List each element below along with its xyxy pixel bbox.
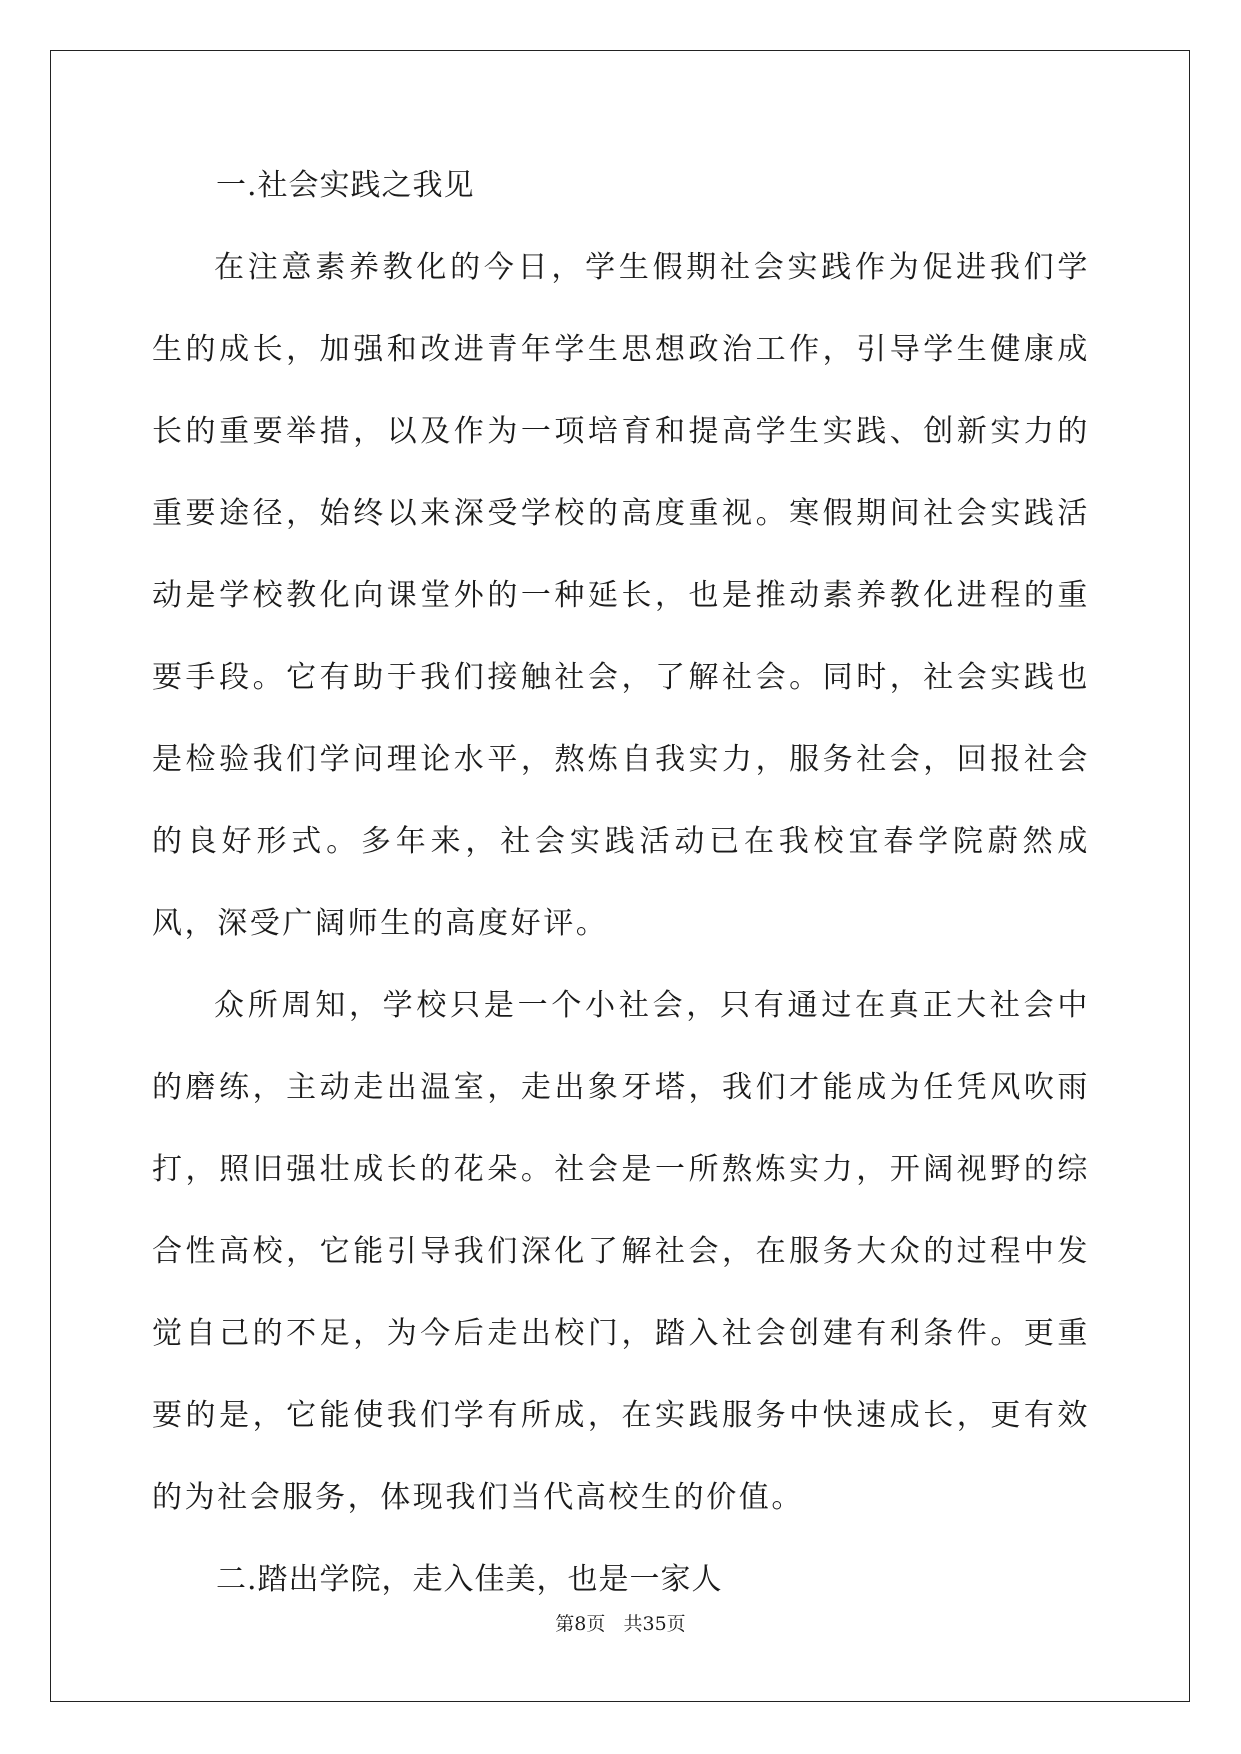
paragraph-1: 在注意素养教化的今日，学生假期社会实践作为促进我们学生的成长，加强和改进青年学生思想政治工作，引导学生健康成长的重要举措，以及作为一项培育和提高学生实践、创新实力的重要途径，始终以来深受学校的高度重视。寒假期间社会实践活动是学校教化向课堂外的一种延长，也是推动素养教化进程的重要手段。它有助于我们接触社会，了解社会。同时，社会实践也是检验我们学问理论水平，熬炼自我实力，服务社会，回报社会的良好形式。多年来，社会实践活动已在我校宜春学院蔚然成风，深受广阔师生的高度好评。 — [152, 250, 1090, 941]
section-heading-2: 二.踏出学院，走入佳美，也是一家人 — [216, 1562, 723, 1597]
paragraph-2: 众所周知，学校只是一个小社会，只有通过在真正大社会中的磨练，主动走出温室，走出象牙塔，我们才能成为任凭风吹雨打，照旧强壮成长的花朵。社会是一所熬炼实力，开阔视野的综合性高校，它能引导我们深化了解社会，在服务大众的过程中发觉自己的不足，为今后走出校门，踏入社会创建有利条件。更重要的是，它能使我们学有所成，在实践服务中快速成长，更有效的为社会服务，体现我们当代高校生的价值。 — [152, 988, 1090, 1515]
section-heading-1: 一.社会实践之我见 — [216, 168, 475, 203]
page-footer: 第8页 共35页 — [555, 1613, 686, 1635]
document-body — [152, 165, 1090, 1621]
